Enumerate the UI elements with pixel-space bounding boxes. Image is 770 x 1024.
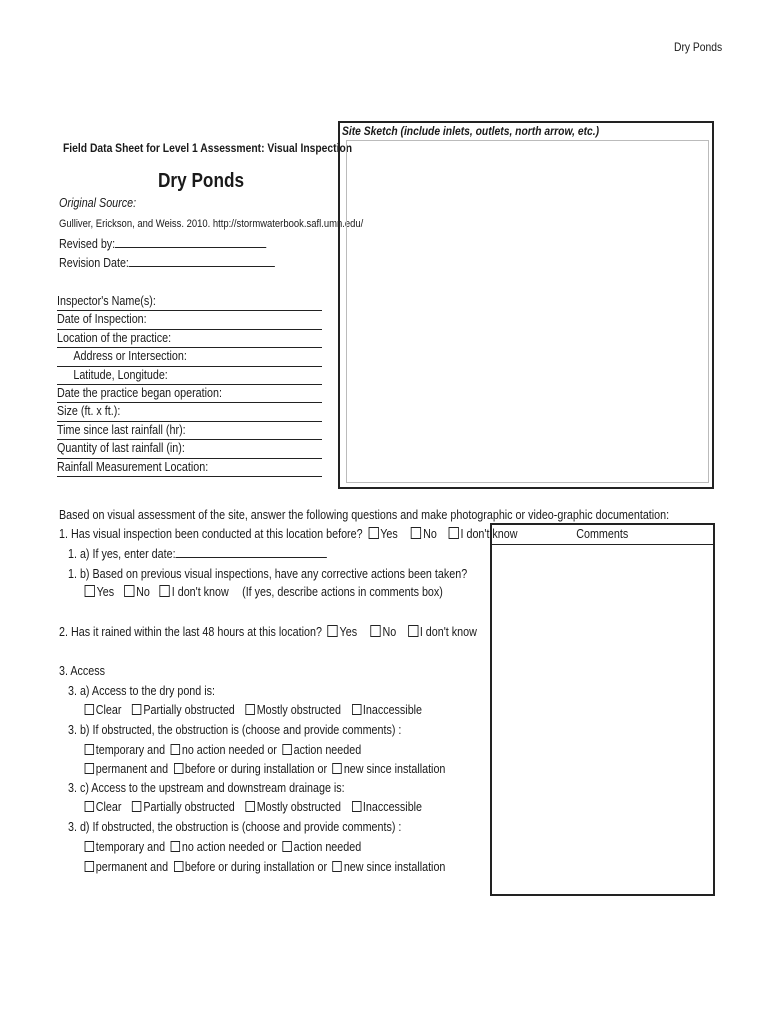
option-label: no action needed or [181,840,277,854]
q3c-partially-checkbox[interactable] [132,801,141,812]
option-label: Inaccessible [362,800,423,814]
revision-date-row [59,255,275,270]
field-date-began-operation[interactable] [57,385,322,403]
question-3b-temporary-row [82,742,361,758]
citation: Gulliver, Erickson, and Weiss. 2010. http://stormwaterbook.safl.umn.edu/ [59,218,364,230]
q3b-permanent-checkbox[interactable] [85,763,94,774]
option-label: before or during installation or [184,860,328,874]
question-3c-options [82,799,422,815]
field-label: Inspector's Name(s): [57,294,156,308]
page-title: Dry Ponds [158,170,245,192]
question-1 [59,526,518,542]
site-sketch-caption: Site Sketch (include inlets, outlets, north arrow, etc.) [342,124,600,138]
option-label: temporary and [95,743,166,757]
q3b-new-since-checkbox[interactable] [333,763,342,774]
field-inspector-name[interactable] [57,293,322,311]
option-label: no action needed or [181,743,277,757]
field-date-of-inspection[interactable] [57,311,322,329]
q3a-clear-checkbox[interactable] [85,704,94,715]
comments-box[interactable] [490,523,715,896]
option-label: Mostly obstructed [256,703,341,717]
question-3d: 3. d) If obstructed, the obstruction is (choose and provide comments) : [68,820,402,834]
option-label: permanent and [95,762,169,776]
field-label: Rainfall Measurement Location: [57,459,209,474]
q2-dont-know-checkbox[interactable] [408,625,418,637]
field-address[interactable] [57,348,322,366]
question-1b: 1. b) Based on previous visual inspections, have any corrective actions been taken? [68,567,468,581]
option-label: new since installation [343,762,446,776]
field-lat-long[interactable] [57,367,322,385]
question-3d-temporary-row [82,839,361,855]
field-quantity-rainfall[interactable] [57,440,322,458]
question-3c: 3. c) Access to the upstream and downstream drainage is: [68,781,345,795]
original-source-label: Original Source: [59,196,137,210]
site-sketch-box[interactable] [338,121,714,489]
question-1-text: 1. Has visual inspection been conducted at this location before? [59,527,363,541]
q1-dont-know-checkbox[interactable] [448,527,458,539]
option-label: temporary and [95,840,166,854]
q3d-no-action-checkbox[interactable] [171,841,180,852]
q3d-action-needed-checkbox[interactable] [282,841,291,852]
option-label: Partially obstructed [143,703,235,717]
field-label: Time since last rainfall (hr): [57,422,186,437]
field-label: Latitude, Longitude: [73,367,168,382]
field-location[interactable] [57,330,322,348]
question-3a: 3. a) Access to the dry pond is: [68,684,216,698]
q3d-new-since-checkbox[interactable] [333,861,342,872]
revision-date-label: Revision Date: [59,256,129,270]
field-size[interactable] [57,403,322,421]
q2-no-checkbox[interactable] [370,625,380,637]
field-rainfall-location[interactable] [57,459,322,477]
option-label: Inaccessible [362,703,423,717]
q1b-yes-checkbox[interactable] [85,585,95,597]
q3c-inaccessible-checkbox[interactable] [352,801,361,812]
info-fields [57,293,322,477]
option-label: Mostly obstructed [256,800,341,814]
site-sketch-area[interactable] [346,140,709,483]
question-3b: 3. b) If obstructed, the obstruction is (choose and provide comments) : [68,723,402,737]
question-1b-options [82,584,443,600]
comments-header [492,525,713,545]
question-3a-options [82,702,422,718]
option-label: new since installation [343,860,446,874]
q3b-before-during-checkbox[interactable] [174,763,183,774]
option-label: Yes [96,585,115,599]
option-label: Yes [380,527,398,541]
field-label: Quantity of last rainfall (in): [57,441,185,456]
q2-yes-checkbox[interactable] [328,625,338,637]
revised-by-label: Revised by: [59,237,116,251]
field-label: Address or Intersection: [73,349,187,364]
option-label: No [423,527,437,541]
q1b-no-checkbox[interactable] [124,585,134,597]
q3c-clear-checkbox[interactable] [85,801,94,812]
q1-no-checkbox[interactable] [411,527,421,539]
question-2 [59,624,477,640]
revised-by-field[interactable] [115,236,266,248]
q1b-dont-know-checkbox[interactable] [160,585,170,597]
q3d-permanent-checkbox[interactable] [85,861,94,872]
instructions: Based on visual assessment of the site, answer the following questions and make photographic or video-graphic documentation: [59,508,670,522]
question-2-text: 2. Has it rained within the last 48 hours at this location? [59,625,322,639]
option-label: action needed [293,743,362,757]
option-label: No [382,625,397,639]
q3b-action-needed-checkbox[interactable] [282,744,291,755]
sheet-title: Field Data Sheet for Level 1 Assessment: Visual Inspection [63,141,353,155]
running-header: Dry Ponds [674,40,723,54]
field-label: Location of the practice: [57,330,172,345]
q3a-inaccessible-checkbox[interactable] [352,704,361,715]
q3a-partially-checkbox[interactable] [132,704,141,715]
question-3b-permanent-row [82,761,445,777]
revision-date-field[interactable] [129,255,275,267]
option-label: I don't know [171,585,229,599]
field-time-since-rainfall[interactable] [57,422,322,440]
option-label: Yes [339,625,358,639]
comments-label: Comments [576,527,629,541]
q3d-temporary-checkbox[interactable] [85,841,94,852]
q1-yes-checkbox[interactable] [368,527,378,539]
option-label: Partially obstructed [143,800,235,814]
revised-by-row [59,236,267,251]
option-label: No [136,585,150,599]
option-label: Clear [95,703,122,717]
question-3: 3. Access [59,664,106,678]
q3c-mostly-checkbox[interactable] [246,801,255,812]
question-1a-text: 1. a) If yes, enter date: [68,547,176,561]
question-3d-permanent-row [82,859,445,875]
q3d-before-during-checkbox[interactable] [174,861,183,872]
option-label: before or during installation or [184,762,328,776]
field-label: Date the practice began operation: [57,385,222,400]
option-label: Clear [95,800,122,814]
q1b-note: (If yes, describe actions in comments box) [242,585,443,599]
q1a-date-field[interactable] [176,546,327,558]
option-label: I don't know [460,527,518,541]
q3b-temporary-checkbox[interactable] [85,744,94,755]
option-label: I don't know [419,625,477,639]
option-label: permanent and [95,860,169,874]
field-label: Size (ft. x ft.): [57,404,121,419]
option-label: action needed [293,840,362,854]
question-1a [68,546,327,562]
q3b-no-action-checkbox[interactable] [171,744,180,755]
q3a-mostly-checkbox[interactable] [246,704,255,715]
field-label: Date of Inspection: [57,312,147,327]
